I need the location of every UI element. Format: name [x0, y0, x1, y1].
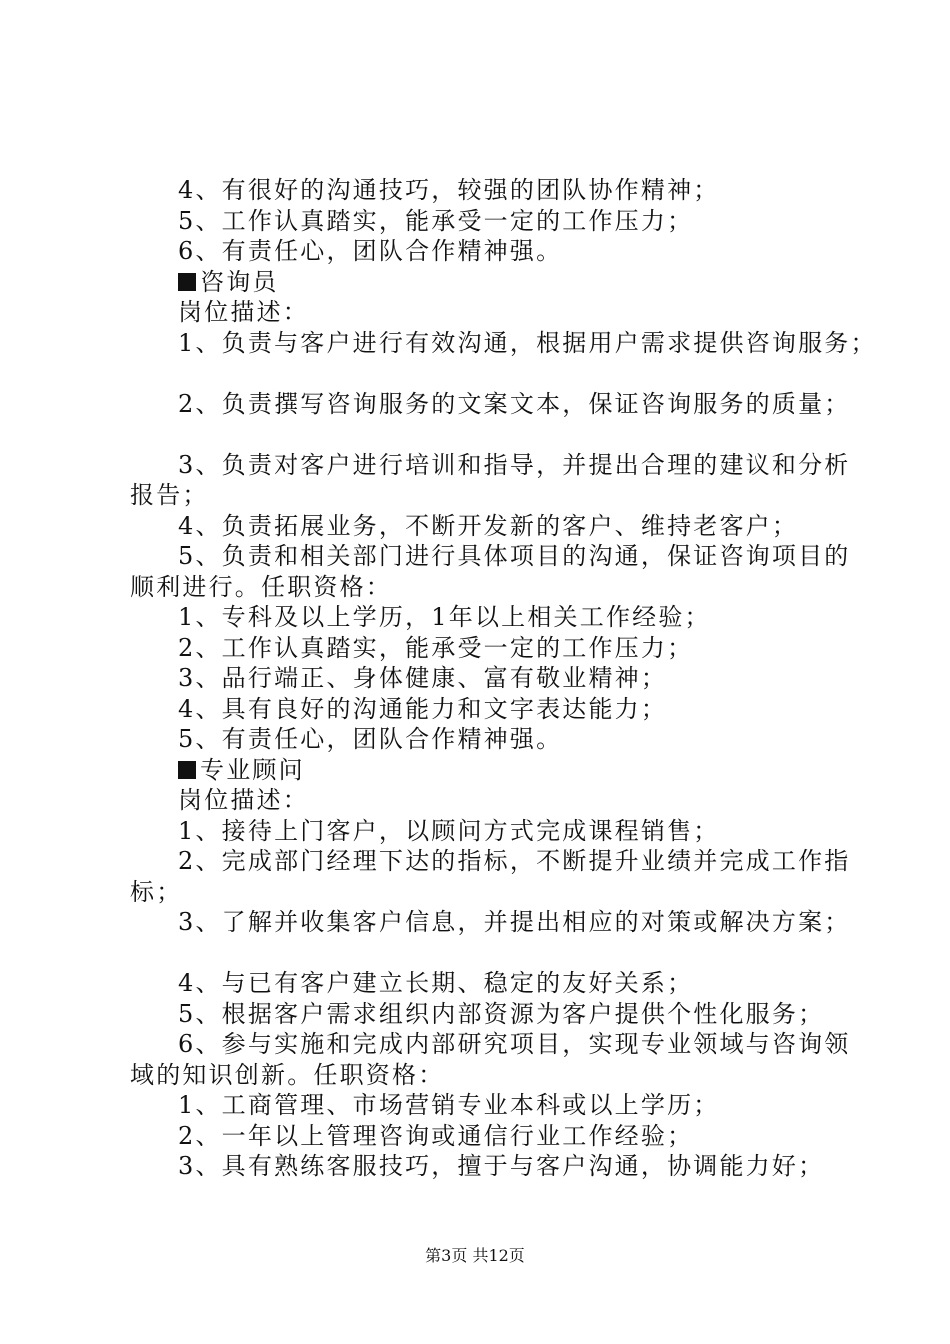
line-text: 3、品行端正、身体健康、富有敬业精神；	[178, 664, 668, 692]
line-text: 4、负责拓展业务，不断开发新的客户、维持老客户；	[178, 511, 799, 540]
text-line	[130, 602, 850, 633]
text-line	[130, 206, 850, 237]
blank-line	[130, 938, 850, 969]
line-text: 2、一年以上管理咨询或通信行业工作经验；	[178, 1121, 694, 1150]
text-line	[130, 907, 850, 938]
line-text: 咨询员	[200, 267, 279, 296]
text-line	[130, 389, 850, 420]
text-line	[130, 1090, 850, 1121]
text-line	[130, 816, 850, 847]
text-line	[130, 541, 850, 572]
text-line	[130, 1029, 850, 1060]
section-heading	[130, 755, 850, 786]
text-line	[130, 694, 850, 725]
text-line	[130, 724, 850, 755]
line-text: 顺利进行。任职资格：	[130, 572, 392, 601]
line-text: 6、有责任心，团队合作精神强。	[178, 237, 563, 265]
line-text: 4、有很好的沟通技巧，较强的团队协作精神；	[178, 176, 720, 204]
text-line	[130, 572, 850, 603]
text-line	[130, 633, 850, 664]
text-line	[130, 877, 850, 908]
line-text: 岗位描述：	[178, 786, 309, 814]
line-text: 3、负责对客户进行培训和指导，并提出合理的建议和分析	[178, 450, 851, 479]
text-line	[130, 785, 850, 816]
line-text: 岗位描述：	[178, 298, 309, 326]
line-text: 3、了解并收集客户信息，并提出相应的对策或解决方案；	[178, 908, 851, 936]
text-line	[130, 1151, 850, 1182]
line-text: 3、具有熟练客服技巧，擅于与客户沟通，协调能力好；	[178, 1152, 825, 1180]
text-line	[130, 480, 850, 511]
blank-line	[130, 358, 850, 389]
line-text: 2、工作认真踏实，能承受一定的工作压力；	[178, 633, 694, 662]
blank-line	[130, 419, 850, 450]
line-text: 标；	[130, 877, 183, 906]
line-text: 2、完成部门经理下达的指标，不断提升业绩并完成工作指	[178, 847, 851, 875]
text-line	[130, 297, 850, 328]
text-line	[130, 236, 850, 267]
black-square-bullet-icon	[178, 761, 196, 779]
document-body	[130, 175, 877, 1182]
page-footer: 第3页 共12页	[425, 1246, 525, 1265]
line-text: 5、有责任心，团队合作精神强。	[178, 725, 563, 753]
line-text: 6、参与实施和完成内部研究项目，实现专业领域与咨询领	[178, 1030, 851, 1058]
line-text: 2、负责撰写咨询服务的文案文本，保证咨询服务的质量；	[178, 389, 851, 418]
text-line	[130, 968, 850, 999]
text-line	[130, 999, 850, 1030]
line-text: 4、与已有客户建立长期、稳定的友好关系；	[178, 969, 694, 997]
line-text: 4、具有良好的沟通能力和文字表达能力；	[178, 694, 668, 723]
line-text: 报告；	[130, 481, 209, 509]
black-square-bullet-icon	[178, 273, 196, 291]
text-line	[130, 450, 850, 481]
line-text: 域的知识创新。任职资格：	[130, 1060, 445, 1089]
text-line	[130, 846, 850, 877]
line-text: 5、工作认真踏实，能承受一定的工作压力；	[178, 206, 694, 235]
line-text: 5、根据客户需求组织内部资源为客户提供个性化服务；	[178, 999, 825, 1028]
text-line	[130, 175, 850, 206]
text-line	[130, 511, 850, 542]
text-line	[130, 663, 850, 694]
line-text: 5、负责和相关部门进行具体项目的沟通，保证咨询项目的	[178, 542, 851, 570]
text-line	[130, 1121, 850, 1152]
line-text: 1、负责与客户进行有效沟通，根据用户需求提供咨询服务；	[178, 328, 877, 357]
line-text: 1、专科及以上学历，1年以上相关工作经验；	[178, 603, 711, 631]
text-line	[130, 1060, 850, 1091]
line-text: 1、接待上门客户，以顾问方式完成课程销售；	[178, 816, 720, 845]
text-line	[130, 328, 877, 359]
line-text: 专业顾问	[200, 755, 305, 784]
section-heading	[130, 267, 850, 298]
line-text: 1、工商管理、市场营销专业本科或以上学历；	[178, 1091, 720, 1119]
